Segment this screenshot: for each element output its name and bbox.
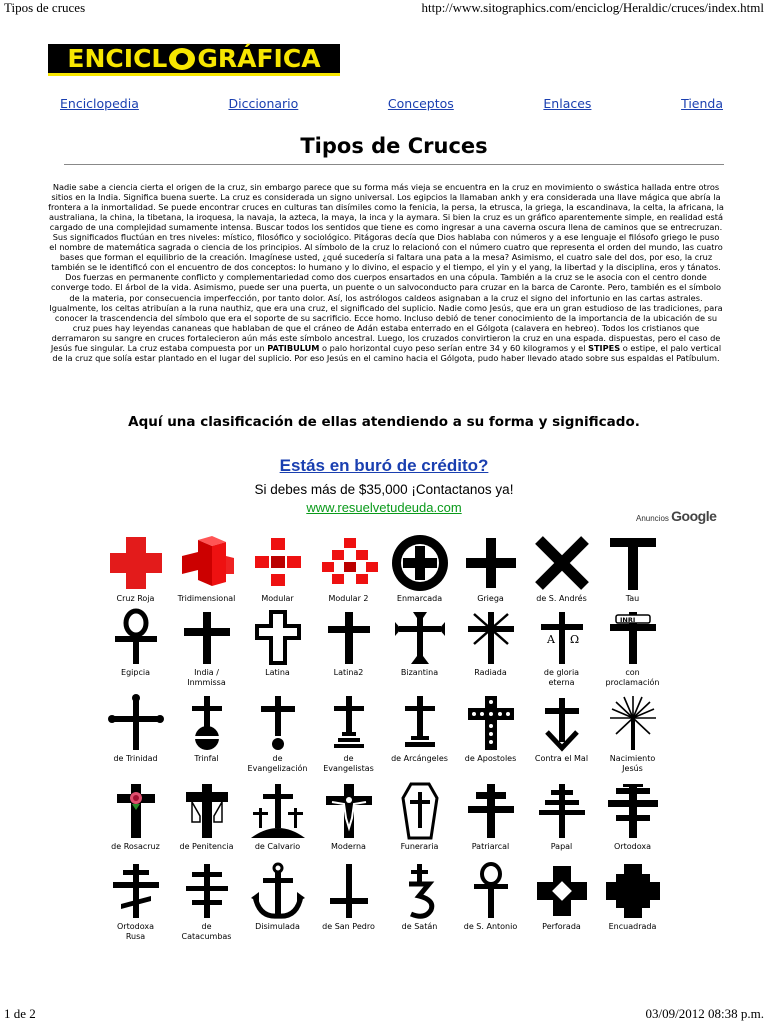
svg-text:A: A [546,633,555,646]
cross-item [171,694,242,782]
cross-item [242,782,313,862]
cross-item [597,782,668,862]
cross-item [455,694,526,782]
apostles-cross-icon [462,694,520,752]
cross-item [455,534,526,608]
cross-item [384,862,455,944]
print-header [4,0,764,16]
cross-item [526,694,597,782]
modular-2-cross-icon [320,534,378,592]
cross-item [313,862,384,944]
cross-label: de gloria eterna [543,668,580,687]
cross-label: con proclamación [605,668,660,687]
trinity-cross-icon [107,694,165,752]
intro-paragraph [48,182,724,363]
alpha-omega-cross-icon [533,608,591,666]
saint-anthony-cross-icon [462,862,520,920]
cross-item [455,782,526,862]
nav-tienda[interactable]: Tienda [681,96,723,111]
cross-item [526,534,597,608]
cross-label: de Evangelización [247,754,308,773]
cross-label: Tau [625,594,640,603]
cross-item [242,608,313,694]
cross-label: de Rosacruz [111,842,160,851]
print-header-title: Tipos de cruces [4,0,86,15]
cross-item [100,782,171,862]
intro-stipes: STIPES [588,342,621,353]
ankh-icon [107,608,165,666]
cross-label: Perforada [542,922,581,931]
squared-cross-icon [604,862,662,920]
cross-item [171,608,242,694]
cross-item [455,608,526,694]
catacomb-cross-icon [178,862,236,920]
rosicrucian-cross-icon [107,782,165,840]
cross-label: de Trinidad [113,754,158,763]
cross-label: Encuadrada [608,922,657,931]
cross-item [455,862,526,944]
cross-label: India / Inmmissa [187,668,226,687]
cross-label: de Arcángeles [391,754,448,763]
cross-item [384,608,455,694]
ads-by-google-prefix: Anuncios [636,514,669,523]
patriarchal-cross-icon [462,782,520,840]
nav-conceptos[interactable]: Conceptos [387,96,454,111]
cross-label: de Catacumbas [181,922,232,941]
cross-item [384,534,455,608]
latin-cross-icon [320,608,378,666]
main-nav [60,96,723,111]
cross-label: de Calvario [254,842,301,851]
intro-text-2: o palo horizontal cuyo peso serían entre 34 y 60 kilogramos y el [319,342,589,353]
cross-label: Ortodoxa [614,842,651,851]
pierced-cross-icon [533,862,591,920]
modular-cross-icon [249,534,307,592]
cross-label: Tridimensional [177,594,236,603]
cross-item [313,694,384,782]
cross-label: Modular [261,594,294,603]
cross-item [100,608,171,694]
site-logo[interactable] [48,44,340,76]
logo-text-left: ENCICL [67,44,168,73]
cross-item [597,608,668,694]
print-header-url: http://www.sitographics.com/enciclog/Heraldic/cruces/index.html [421,0,764,15]
papal-cross-icon [533,782,591,840]
cross-item [526,862,597,944]
cross-item [100,862,171,944]
cross-label: Disimulada [255,922,300,931]
cross-item [313,782,384,862]
cross-label: de S. Antonio [463,922,518,931]
funerary-cross-icon [391,782,449,840]
modern-crucifix-icon [320,782,378,840]
cross-item [171,534,242,608]
russian-orthodox-cross-icon [107,862,165,920]
cross-label: Cruz Roja [116,594,155,603]
satan-cross-icon [391,862,449,920]
cross-label: Papal [550,842,573,851]
framed-cross-icon [391,534,449,592]
intro-text-3: o estipe, el palo vertical de la cruz que solía estar plantado en el lugar del suplicio. Por eso Jesús en el camino hacia el Gólgota, pudo haber llevado atado sobre sus espaldas el Patíbulum. [52,342,722,363]
nav-diccionario[interactable]: Diccionario [228,96,299,111]
google-logo: Google [671,508,717,524]
intro-text-1: Nadie sabe a ciencia cierta el origen de la cruz, sin embargo parece que su forma más vieja se encuentra en la cruz en movimiento o swástica hallada entre otros sitios en la India. Significa buena suerte. La cruz es considerada un signo universal. Los egipcios la llamaban ankh y era considerada una llave mágica que abría la frontera a la inmortalidad. Se puede encontrar cruces en culturas tan disímiles como la fenicia, la persa, la etrusca, la griega, la escandinava, la celta, la africana, la australiana, la china, la tibetana, la iroquesa, la navaja, la azteca, la maya, la inca y la aymara. Si bien la cruz es un gráfico aparentemente simple, en realidad está cargado de una complejidad sumamente intensa. Buscar todos los sentidos que tiene es como ingresar a una caverna oscura llena de caminos que se entrecruzan. Sus significados fluctúan en tres niveles: místico, filosófico y sociológico. Pitágoras decía que Dios hablaba con números y a ese lenguaje el filósofo griego le puso el nombre de matemática sagrada o ciencia de los principios. Al símbolo de la cruz lo relacionó con el número cuatro que representa el orden del mundo, las cuatro bases que forman el equilibrio de la creación. Imagínese usted, ¿qué sucedería si faltara una pata a la mesa? Asimismo, el cuatro sale del dos, por eso, la cruz también se le identificó con el encuentro de dos conceptos: lo humano y lo divino, el espacio y el tiempo, el yin y el yang, la libertad y la disciplina, eros y tánatos. Dos fuerzas en permanente conflicto y complementariedad como dos cuerpos ensartados en una cópula. También a la cruz se le asocia con el centro donde converge todo. El árbol de la vida. Asimismo, puede ser una puerta, un puente o un salvoconducto para cruzar en la barca de Caronte. Pero, también es el símbolo de la materia, por consecuencia imperfección, por tanto dolor. Así, los astrólogos caldeos asignaban a la cruz el signo del infortunio en las cartas astrales. Igualmente, los celtas atribuían a la runa nauthiz, que era una cruz, el significado del suplicio. Nadie como Jesús, que era un gran estudioso de las tradiciones, para conocer la trascendencia del símbolo que era el soporte de su sacrificio. Ecce homo. Incluso debió de tener conocimiento de la importancia de la ubicación de su cruz pues hay leyendas cananeas que hablaban de que el cráneo de Adán estaba enterrado en el Gólgota (calavera en hebreo). Todos los cristianos que derramaron su sangre en cruces fortalecieron aún más este símbolo ancestral. Luego, los cruzados convirtieron la cruz en una espada. dispuestas, pero el caso de Jesús fue singular. La cruz estaba compuesta por un [48,182,724,353]
cross-label: Radiada [474,668,507,677]
cross-item [384,694,455,782]
calvary-cross-icon [249,782,307,840]
greek-cross-icon [462,534,520,592]
svg-text:Ω: Ω [569,633,579,646]
cross-label: Funeraria [400,842,439,851]
cross-label: Enmarcada [396,594,443,603]
eye-icon [169,48,195,70]
classification-subtitle: Aquí una clasificación de ellas atendiendo a su forma y significado. [128,414,640,430]
tau-cross-icon [604,534,662,592]
cross-item [597,862,668,944]
intro-patibulum: PATIBULUM [267,342,320,353]
svg-text:INRI: INRI [619,616,635,624]
cross-label: Nacimiento Jesús [609,754,656,773]
cross-label: de Satán [401,922,438,931]
page-title: Tipos de Cruces [64,134,724,165]
inri-cross-icon [604,608,662,666]
cross-label: de San Pedro [322,922,375,931]
cross-label: Patriarcal [471,842,510,851]
cross-label: Trinfal [194,754,219,763]
cross-item [313,608,384,694]
print-footer-date: 03/09/2012 08:38 p.m. [645,1006,764,1021]
cross-label: Egipcia [121,668,150,677]
cross-label: Modular 2 [328,594,369,603]
radiant-cross-icon [462,608,520,666]
immissa-cross-icon [178,608,236,666]
cross-item [526,608,597,694]
nav-enlaces[interactable]: Enlaces [543,96,592,111]
triumphal-cross-icon [178,694,236,752]
penance-cross-icon [178,782,236,840]
cross-grid [100,534,668,944]
print-footer-page: 1 de 2 [4,1006,36,1021]
saint-peter-cross-icon [320,862,378,920]
cross-label: de Apostoles [464,754,517,763]
cross-item [242,862,313,944]
cross-label: Griega [477,594,504,603]
anti-evil-cross-icon [533,694,591,752]
cross-item [171,782,242,862]
cross-item [313,534,384,608]
cross-item [242,534,313,608]
ad-block [180,456,588,515]
latin-cross-outline-icon [249,608,307,666]
ad-url-link[interactable]: www.resuelvetudeuda.com [306,500,462,515]
orthodox-cross-icon [604,782,662,840]
cross-item [242,694,313,782]
ads-by-google[interactable] [636,508,716,524]
cross-item [597,534,668,608]
cross-label: de S. Andrés [536,594,587,603]
nativity-cross-icon [604,694,662,752]
cross-item [100,534,171,608]
saint-andrew-cross-icon [533,534,591,592]
cross-label: Latina2 [333,668,364,677]
logo-text-right: GRÁFICA [197,44,321,73]
cross-label: Contra el Mal [534,754,589,763]
print-footer [4,1006,764,1022]
nav-enciclopedia[interactable]: Enciclopedia [60,96,139,111]
cross-item [100,694,171,782]
cross-label: Moderna [331,842,366,851]
ad-title-link[interactable]: Estás en buró de crédito? [279,456,489,475]
cross-item [526,782,597,862]
evangelists-cross-icon [320,694,378,752]
cross-label: Bizantina [400,668,439,677]
ad-text: Si debes más de $35,000 ¡Contactanos ya! [254,482,514,497]
cross-label: de Penitencia [179,842,234,851]
cross-label: Latina [265,668,290,677]
red-cross-icon [107,534,165,592]
cross-item [597,694,668,782]
cross-item [171,862,242,944]
cross-label: Ortodoxa Rusa [117,922,154,941]
byzantine-cross-icon [391,608,449,666]
archangels-cross-icon [391,694,449,752]
anchor-cross-icon [249,862,307,920]
cross-label: de Evangelistas [323,754,374,773]
3d-cross-icon [178,534,236,592]
cross-item [384,782,455,862]
evangelization-cross-icon [249,694,307,752]
